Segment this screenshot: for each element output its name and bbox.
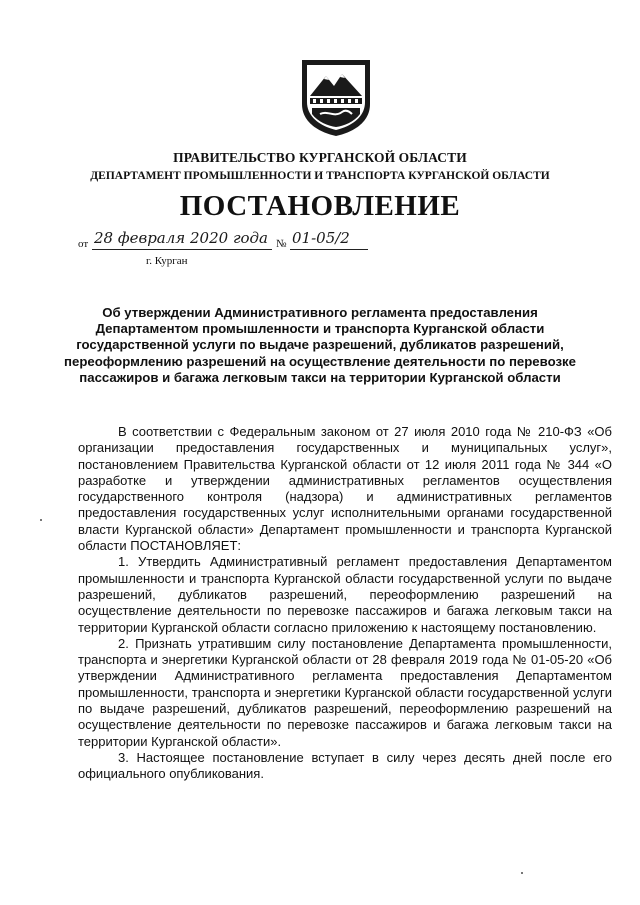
preamble-paragraph: В соответствии с Федеральным законом от 27 июля 2010 года № 210-ФЗ «Об организации предоставления государственных и муниципальных услуг», постановлением Правительства Курганской области от 12 июля 2011 года № 344 «О разработке и утверждении административных регламентов осуществления государственного контроля (надзора) и административных регламентов предоставления государственных услуг исполнительными органами государственной власти Курганской области» Департамент промышленности и транспорта Курганской области ПОСТАНОВЛЯЕТ: <box>78 424 612 554</box>
document-body <box>78 424 612 783</box>
date-number-line <box>78 229 378 253</box>
kurgan-coat-of-arms-icon <box>298 56 374 138</box>
department-name: ДЕПАРТАМЕНТ ПРОМЫШЛЕННОСТИ И ТРАНСПОРТА КУРГАНСКОЙ ОБЛАСТИ <box>90 170 550 182</box>
item-3-paragraph: 3. Настоящее постановление вступает в силу через десять дней после его официального опубликования. <box>78 749 612 782</box>
date-underline <box>92 249 272 250</box>
document-type-title: ПОСТАНОВЛЕНИЕ <box>179 190 461 222</box>
item-1-paragraph: 1. Утвердить Административный регламент предоставления Департаментом промышленности и транспорта Курганской области государственной услуги по выдаче разрешений, дубликатов разрешений, переоформлению разрешений на осуществление деятельности по перевозке пассажиров и багажа легковым такси на территории Курганской области согласно приложению к настоящему постановлению. <box>78 554 612 635</box>
government-name: ПРАВИТЕЛЬСТВО КУРГАНСКОЙ ОБЛАСТИ <box>173 150 467 165</box>
handwritten-number: 01-05/2 <box>292 229 350 247</box>
city-label: г. Курган <box>146 255 188 267</box>
scan-speck <box>521 872 523 874</box>
number-prefix: № <box>276 238 287 250</box>
document-heading: Об утверждении Административного регламента предоставления Департаментом промышленности и транспорта Курганской области государственной услуги по выдаче разрешений, дубликатов разрешений, переоформлению разрешений на осуществление деятельности по перевозке пассажиров и багажа легковым такси на территории Курганской области <box>64 305 576 385</box>
scan-speck <box>40 519 42 521</box>
item-2-paragraph: 2. Признать утратившим силу постановление Департамента промышленности, транспорта и энергетики Курганской области от 28 февраля 2019 года № 01-05-20 «Об утверждении Административного регламента предоставления Департаментом промышленности, транспорта и энергетики Курганской области государственной услуги по выдаче разрешений, дубликатов разрешений, переоформлению разрешений на осуществление деятельности по перевозке пассажиров и багажа легковым такси на территории Курганской области». <box>78 635 612 749</box>
number-underline <box>290 249 368 250</box>
date-prefix: от <box>78 238 89 250</box>
handwritten-date: 28 февраля 2020 года <box>94 229 269 247</box>
